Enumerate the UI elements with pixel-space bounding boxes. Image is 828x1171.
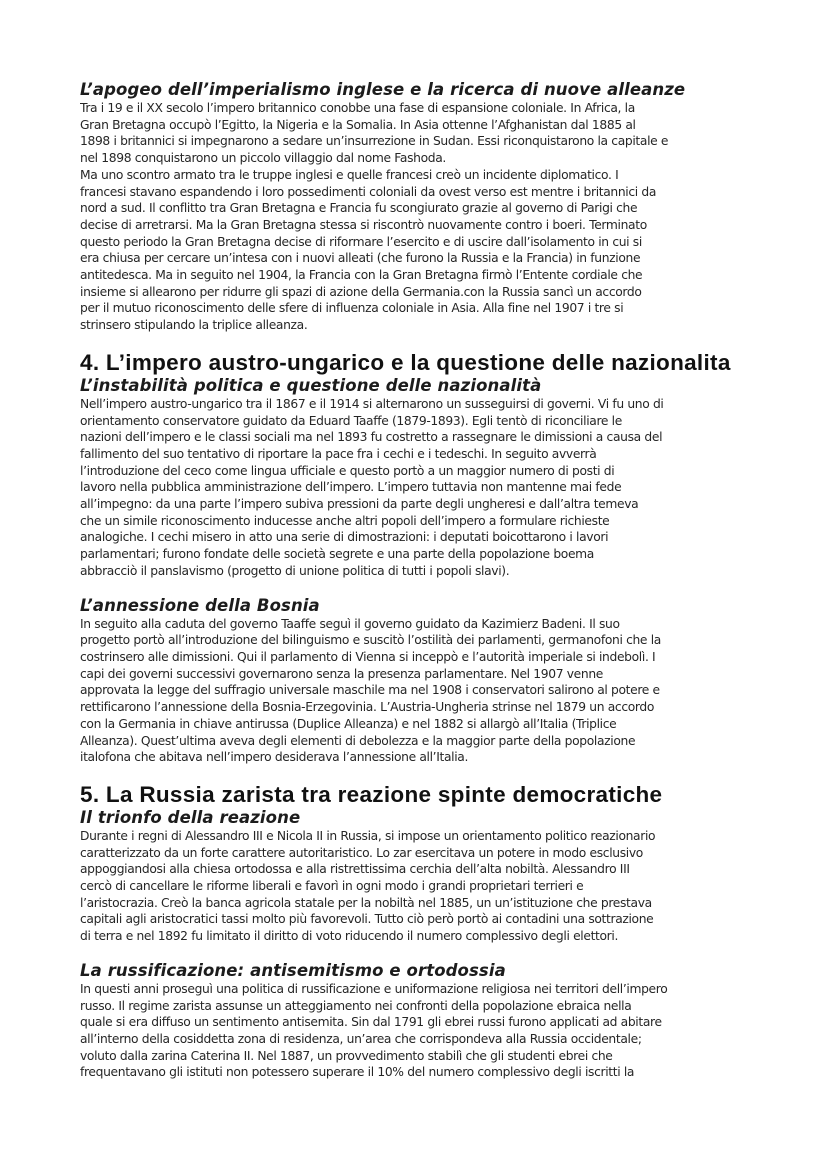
text-line: l’introduzione del ceco come lingua ufficiale e questo portò a un maggior numero di posti di	[80, 463, 615, 478]
text-line: russo. Il regime zarista assunse un atteggiamento nei confronti della popolazione ebraica nella	[80, 998, 632, 1013]
text-line: Nell’impero austro-ungarico tra il 1867 e il 1914 si alternarono un susseguirsi di governi. Vi fu uno di	[80, 396, 664, 411]
text-line: caratterizzato da un forte carattere autoritaristico. Lo zar esercitava un potere in modo esclusivo	[80, 845, 643, 860]
text-line: orientamento conservatore guidato da Eduard Taaffe (1879-1893). Egli tentò di riconciliare le	[80, 413, 622, 428]
text-line: In seguito alla caduta del governo Taaffe seguì il governo guidato da Kazimierz Badeni. Il suo	[80, 616, 620, 631]
text-line: approvata la legge del suffragio universale maschile ma nel 1908 i conservatori salirono al potere e	[80, 683, 660, 698]
text-line: antitedesca. Ma in seguito nel 1904, la Francia con la Gran Bretagna firmò l’Entente cordiale che	[80, 268, 643, 283]
text-line: insieme si allearono per ridurre gli spazi di azione della Germania.con la Russia sancì un accordo	[80, 284, 642, 299]
paragraph-bosnia	[80, 616, 746, 766]
subtitle-russificazione: La russificazione: antisemitismo e ortodossia	[80, 960, 506, 980]
text-line: francesi stavano espandendo i loro possedimenti coloniali da ovest verso est mentre i britannici da	[80, 184, 657, 199]
document-content	[80, 80, 746, 1081]
text-line: Alleanza). Quest’ultima aveva degli elementi di debolezza e la maggior parte della popolazione	[80, 733, 636, 748]
text-line: lavoro nella pubblica amministrazione dell’impero. L’impero tuttavia non mantenne mai fede	[80, 480, 622, 495]
text-line: Tra i 19 e il XX secolo l’impero britannico conobbe una fase di espansione coloniale. In Africa, la	[80, 101, 635, 115]
text-line: cercò di cancellare le riforme liberali e favorì in ogni modo i grandi proprietari terrieri e	[80, 879, 584, 894]
text-line: decise di arretrarsi. Ma la Gran Bretagna stessa si riscontrò nuovamente contro i boeri. Terminato	[80, 217, 647, 232]
text-line: Durante i regni di Alessandro III e Nicola II in Russia, si impose un orientamento politico reazionario	[80, 828, 656, 843]
text-line: 1898 i britannici si impegnarono a sedare un’insurrezione in Sudan. Essi riconquistarono la capitale e	[80, 134, 669, 149]
section-heading-russia-zarista: 5. La Russia zarista tra reazione spinte democratiche	[80, 781, 663, 807]
text-line: era chiusa per cercare un’intesa con i nuovi alleati (che furono la Russia e la Francia) in funzione	[80, 251, 641, 266]
text-line: fallimento del suo tentativo di riportare la pace fra i cechi e i tedeschi. In seguito avverrà	[80, 446, 597, 461]
text-line: progetto portò all’introduzione del bilinguismo e suscitò l’ostilità dei parlamenti, germanofoni che la	[80, 633, 661, 648]
text-line: appoggiandosi alla chiesa ortodossa e alla ristrettissima cerchia dell’alta nobiltà. Alessandro III	[80, 862, 630, 877]
text-line: questo periodo la Gran Bretagna decise di riformare l’esercito e di uscire dall’isolamento in cui si	[80, 234, 642, 249]
text-line: che un simile riconoscimento inducesse anche altri popoli dell’impero a formulare richieste	[80, 513, 610, 528]
text-line: nazioni dell’impero e le classi sociali ma nel 1893 fu costretto a rassegnare le dimissioni a causa del	[80, 430, 663, 445]
text-line: con la Germania in chiave antirussa (Duplice Alleanza) e nel 1882 si allargò all’Italia (Triplice	[80, 716, 617, 731]
text-line: all’impegno: da una parte l’impero subiva pressioni da parte degli ungheresi e dall’altra temeva	[80, 497, 639, 512]
paragraph-austro-ungarico	[80, 396, 746, 580]
subtitle-imperialismo: L’apogeo dell’imperialismo inglese e la ricerca di nuove alleanze	[80, 80, 686, 99]
text-line: nel 1898 conquistarono un piccolo villaggio dal nome Fashoda.	[80, 151, 446, 166]
text-line: capi dei governi successivi governarono senza la presenza parlamentare. Nel 1907 venne	[80, 666, 603, 681]
text-line: capitali agli aristocratici tassi molto più favorevoli. Tutto ciò però portò ai contadini una sottrazione	[80, 912, 654, 927]
text-line: costrinsero alle dimissioni. Qui il parlamento di Vienna si inceppò e l’autorità imperiale si indebolì. I	[80, 649, 656, 664]
text-line: In questi anni proseguì una politica di russificazione e uniformazione religiosa nei territori dell’impero	[80, 981, 668, 996]
text-line: abbracciò il panslavismo (progetto di unione politica di tutti i popoli slavi).	[80, 563, 510, 578]
text-line: parlamentari; furono fondate delle società segrete e una parte della popolazione boema	[80, 547, 594, 562]
text-line: italofona che abitava nell’impero desiderava l’annessione all’Italia.	[80, 750, 469, 765]
text-line: per il mutuo riconoscimento delle sfere di influenza coloniale in Asia. Alla fine nel 1907 i tre si	[80, 301, 624, 316]
text-line: rettificarono l’annessione della Bosnia-Erzegovinia. L’Austria-Ungheria strinse nel 1879 un accordo	[80, 700, 655, 715]
paragraph-russia	[80, 828, 746, 945]
subtitle-annessione-bosnia: L’annessione della Bosnia	[80, 595, 320, 615]
text-line: Gran Bretagna occupò l’Egitto, la Nigeria e la Somalia. In Asia ottenne l’Afghanistan dal 1885 al	[80, 117, 636, 132]
text-line: frequentavano gli istituti non potessero superare il 10% del numero complessivo degli iscritti la	[80, 1065, 635, 1080]
text-line: Ma uno scontro armato tra le truppe inglesi e quelle francesi creò un incidente diplomatico. I	[80, 167, 619, 182]
subtitle-trionfo-reazione: Il trionfo della reazione	[80, 807, 301, 827]
text-line: all’interno della cosiddetta zona di residenza, un’area che corrispondeva alla Russia occidentale;	[80, 1031, 642, 1046]
text-line: strinsero stipulando la triplice alleanza.	[80, 318, 308, 333]
text-line: l’aristocrazia. Creò la banca agricola statale per la nobiltà nel 1885, un un’istituzione che prestava	[80, 895, 652, 910]
paragraph-imperialismo	[80, 100, 746, 334]
text-line: quale si era diffuso un sentimento antisemita. Sin dal 1791 gli ebrei russi furono applicati ad abitare	[80, 1015, 662, 1030]
paragraph-russificazione	[80, 981, 746, 1081]
text-line: voluto dalla zarina Caterina II. Nel 1887, un provvedimento stabilì che gli studenti ebrei che	[80, 1048, 613, 1063]
section-heading-austro-ungarico: 4. L’impero austro-ungarico e la questione delle nazionalita	[80, 349, 731, 375]
text-line: di terra e nel 1892 fu limitato il diritto di voto riducendo il numero complessivo degli elettori.	[80, 929, 619, 944]
text-line: analogiche. I cechi misero in atto una serie di dimostrazioni: i deputati boicottarono i lavori	[80, 530, 609, 545]
text-line: nord a sud. Il conflitto tra Gran Bretagna e Francia fu scongiurato grazie al governo di Parigi che	[80, 201, 638, 216]
subtitle-instabilita-politica: L’instabilità politica e questione delle nazionalità	[80, 375, 542, 395]
